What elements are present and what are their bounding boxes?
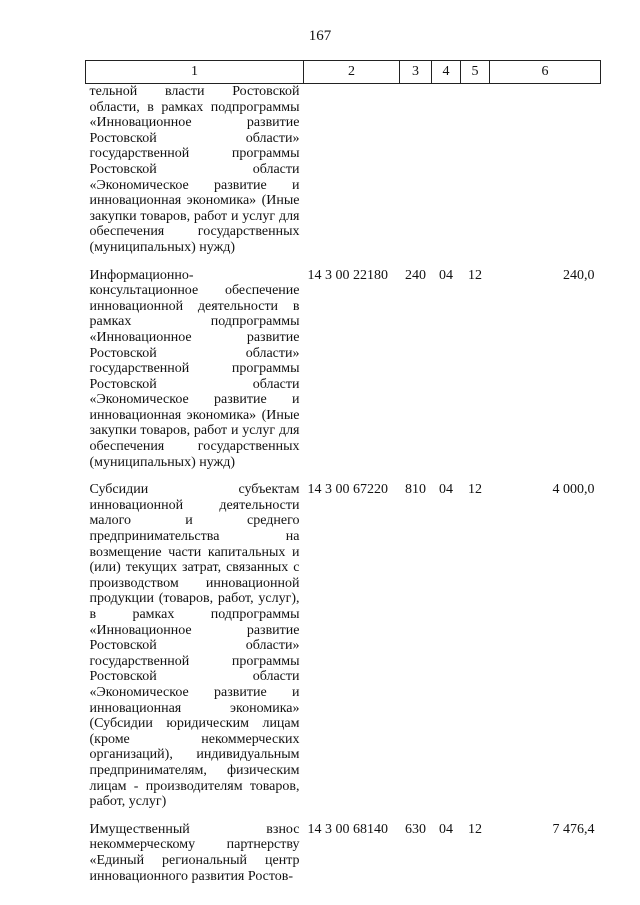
table-row: [86, 268, 601, 483]
row-section: [432, 84, 461, 268]
table-row: [86, 822, 601, 896]
row-subsection: 12: [468, 482, 482, 498]
column-header-5: 5: [461, 61, 490, 84]
row-description: Субсидии субъектам инновационной деятельности малого и среднего предпринимательства на возмещение части капитальных и (или) текущих затрат, связанных с производством инновационной продукции (товаров, работ, услуг), в рамках подпрограммы «Инновационное развитие Ростовской области» государственной программы Ростовской области «Экономическое развитие и инновационная экономика» (Субсидии юридическим лицам (кроме некоммерческих организаций), индивидуальным предпринимателям, физическим лицам - производителям товаров, работ, услуг): [89, 482, 300, 810]
row-subsection: 12: [468, 267, 482, 283]
row-code: [304, 84, 400, 268]
row-expense-type: 810: [405, 482, 426, 498]
row-description: тельной власти Ростовской области, в рамках подпрограммы «Инновационное развитие Ростовской области» государственной программы Ростовской области «Экономическое развитие и инновационная экономика» (Иные закупки товаров, работ и услуг для обеспечения государственных (муниципальных) нужд): [89, 84, 300, 255]
row-subsection: 12: [468, 821, 482, 837]
column-header-2: 2: [304, 61, 400, 84]
row-expense-type: [400, 84, 432, 268]
row-description: Имущественный взнос некоммерческому партнерству «Единый региональный центр инновационного развития Ростов-: [89, 821, 300, 884]
table-row: [86, 482, 601, 821]
row-code: 14 3 00 22180: [307, 267, 388, 283]
row-section: 04: [439, 267, 453, 283]
row-amount: [490, 84, 601, 268]
budget-table: [85, 60, 601, 896]
page-number: 167: [308, 28, 332, 44]
table-header-row: [86, 61, 601, 84]
row-code: 14 3 00 67220: [307, 482, 388, 498]
row-section: 04: [439, 482, 453, 498]
column-header-1: 1: [86, 61, 304, 84]
row-amount: 4 000,0: [552, 482, 595, 498]
row-amount: 240,0: [563, 267, 595, 283]
column-header-6: 6: [490, 61, 601, 84]
row-section: 04: [439, 821, 453, 837]
row-code: 14 3 00 68140: [307, 821, 388, 837]
table-row: [86, 84, 601, 268]
column-header-4: 4: [432, 61, 461, 84]
row-expense-type: 240: [405, 267, 426, 283]
row-amount: 7 476,4: [552, 821, 595, 837]
row-subsection: [461, 84, 490, 268]
column-header-3: 3: [400, 61, 432, 84]
row-description: Информационно-консультационное обеспечение инновационной деятельности в рамках подпрограммы «Инновационное развитие Ростовской области» государственной программы Ростовской области «Экономическое развитие и инновационная экономика» (Иные закупки товаров, работ и услуг для обеспечения государственных (муниципальных) нужд): [89, 267, 300, 470]
row-expense-type: 630: [405, 821, 426, 837]
